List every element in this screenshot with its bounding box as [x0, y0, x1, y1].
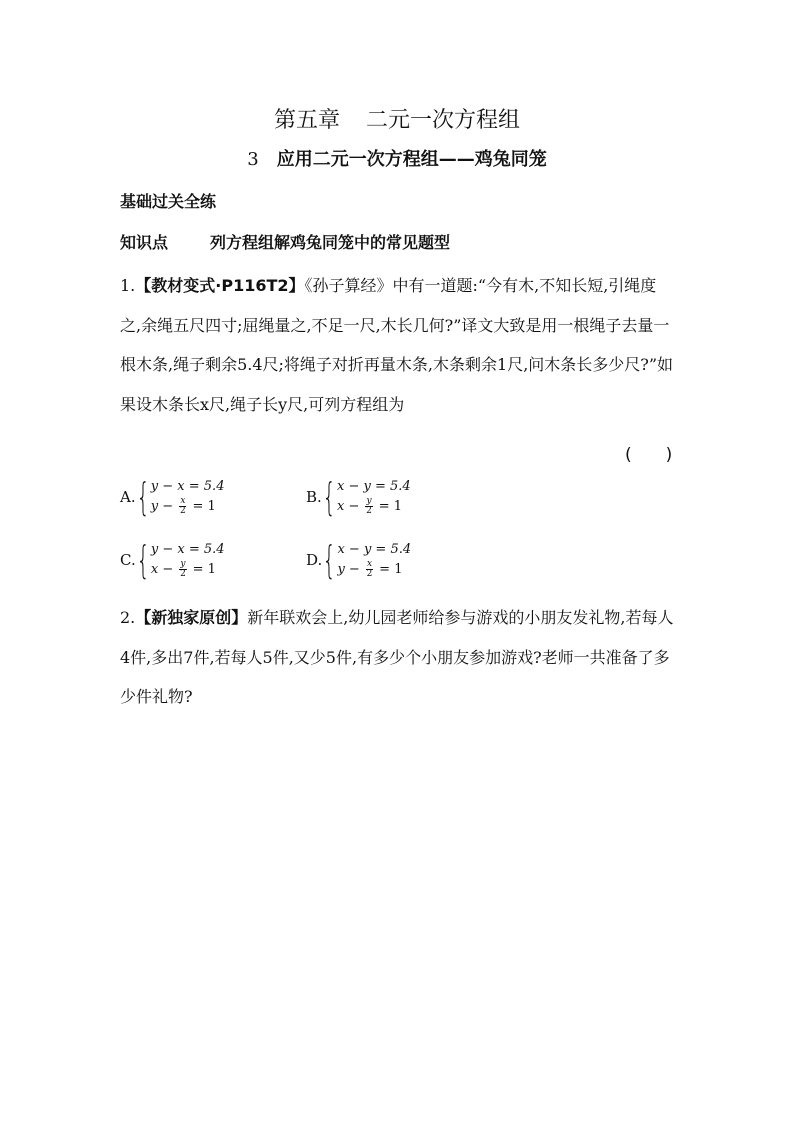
lesson-heading — [0, 145, 794, 171]
brace-icon: { — [322, 538, 337, 582]
brace-icon: { — [136, 475, 150, 519]
option-b[interactable] — [306, 477, 411, 517]
equation-system-a — [151, 477, 225, 517]
equation-system-d — [337, 540, 411, 580]
chapter-title: 二元一次方程组 — [366, 108, 521, 133]
brace-icon: { — [136, 538, 150, 582]
equation-2: x − $\frac{y}{2}$ = 1 — [150, 559, 216, 579]
option-a-letter: A. — [120, 488, 136, 506]
fraction: $\frac{y}{2}$ — [366, 496, 372, 516]
equation-2: y − $\frac{x}{2}$ = 1 — [150, 496, 216, 516]
option-a[interactable] — [120, 477, 224, 517]
question-2-tag: 【新独家原创】 — [135, 608, 248, 627]
option-b-letter: B. — [306, 488, 322, 506]
equation-2: y − $\frac{x}{2}$ = 1 — [337, 559, 403, 579]
equation-2: x − $\frac{y}{2}$ = 1 — [336, 496, 403, 516]
equation-1: y − x = 5.4 — [150, 542, 225, 557]
question-1-text: 《孙子算经》中有一道题:“今有木,不知长短,引绳度之,余绳五尺四寸;屈绳量之,不足一尺,木长几何?”译文大致是用一根绳子去量一根木条,绳子剩余5.4尺;将绳子对折再量木条,木条剩余1尺,问木条长多少尺?”如果设木条长x尺,绳子长y尺,可列方程组为 — [120, 276, 674, 414]
section-title: 基础过关全练 — [120, 192, 217, 211]
fraction: $\frac{x}{2}$ — [179, 496, 186, 516]
option-c[interactable] — [120, 540, 225, 580]
fraction: $\frac{y}{2}$ — [180, 559, 186, 579]
question-1 — [120, 266, 675, 424]
lesson-number: 3 — [247, 149, 259, 170]
chapter-number: 第五章 — [273, 108, 340, 133]
option-d[interactable] — [306, 540, 411, 580]
question-1-number: 1. — [120, 276, 136, 295]
option-d-letter: D. — [306, 551, 323, 569]
chapter-heading — [0, 103, 794, 134]
question-1-tag: 【教材变式·P116T2】 — [135, 276, 305, 295]
option-c-letter: C. — [120, 551, 136, 569]
equation-1: x − y = 5.4 — [337, 542, 412, 557]
equation-1: x − y = 5.4 — [336, 479, 411, 494]
question-2 — [120, 598, 675, 717]
question-2-text: 新年联欢会上,幼儿园老师给参与游戏的小朋友发礼物,若每人4件,多出7件,若每人5件,又少5件,有多少个小朋友参加游戏?老师一共准备了多少件礼物? — [120, 608, 674, 706]
lesson-title: 应用二元一次方程组——鸡兔同笼 — [276, 149, 547, 170]
question-2-number: 2. — [120, 608, 136, 627]
equation-system-c — [151, 540, 225, 580]
knowledge-point-title: 列方程组解鸡兔同笼中的常见题型 — [210, 233, 451, 252]
knowledge-point-label: 知识点 — [120, 233, 169, 252]
knowledge-point — [120, 230, 450, 253]
fraction: $\frac{x}{2}$ — [366, 559, 373, 579]
answer-blank: ( ) — [625, 445, 673, 465]
equation-1: y − x = 5.4 — [150, 479, 225, 494]
brace-icon: { — [322, 475, 336, 519]
equation-system-b — [337, 477, 411, 517]
